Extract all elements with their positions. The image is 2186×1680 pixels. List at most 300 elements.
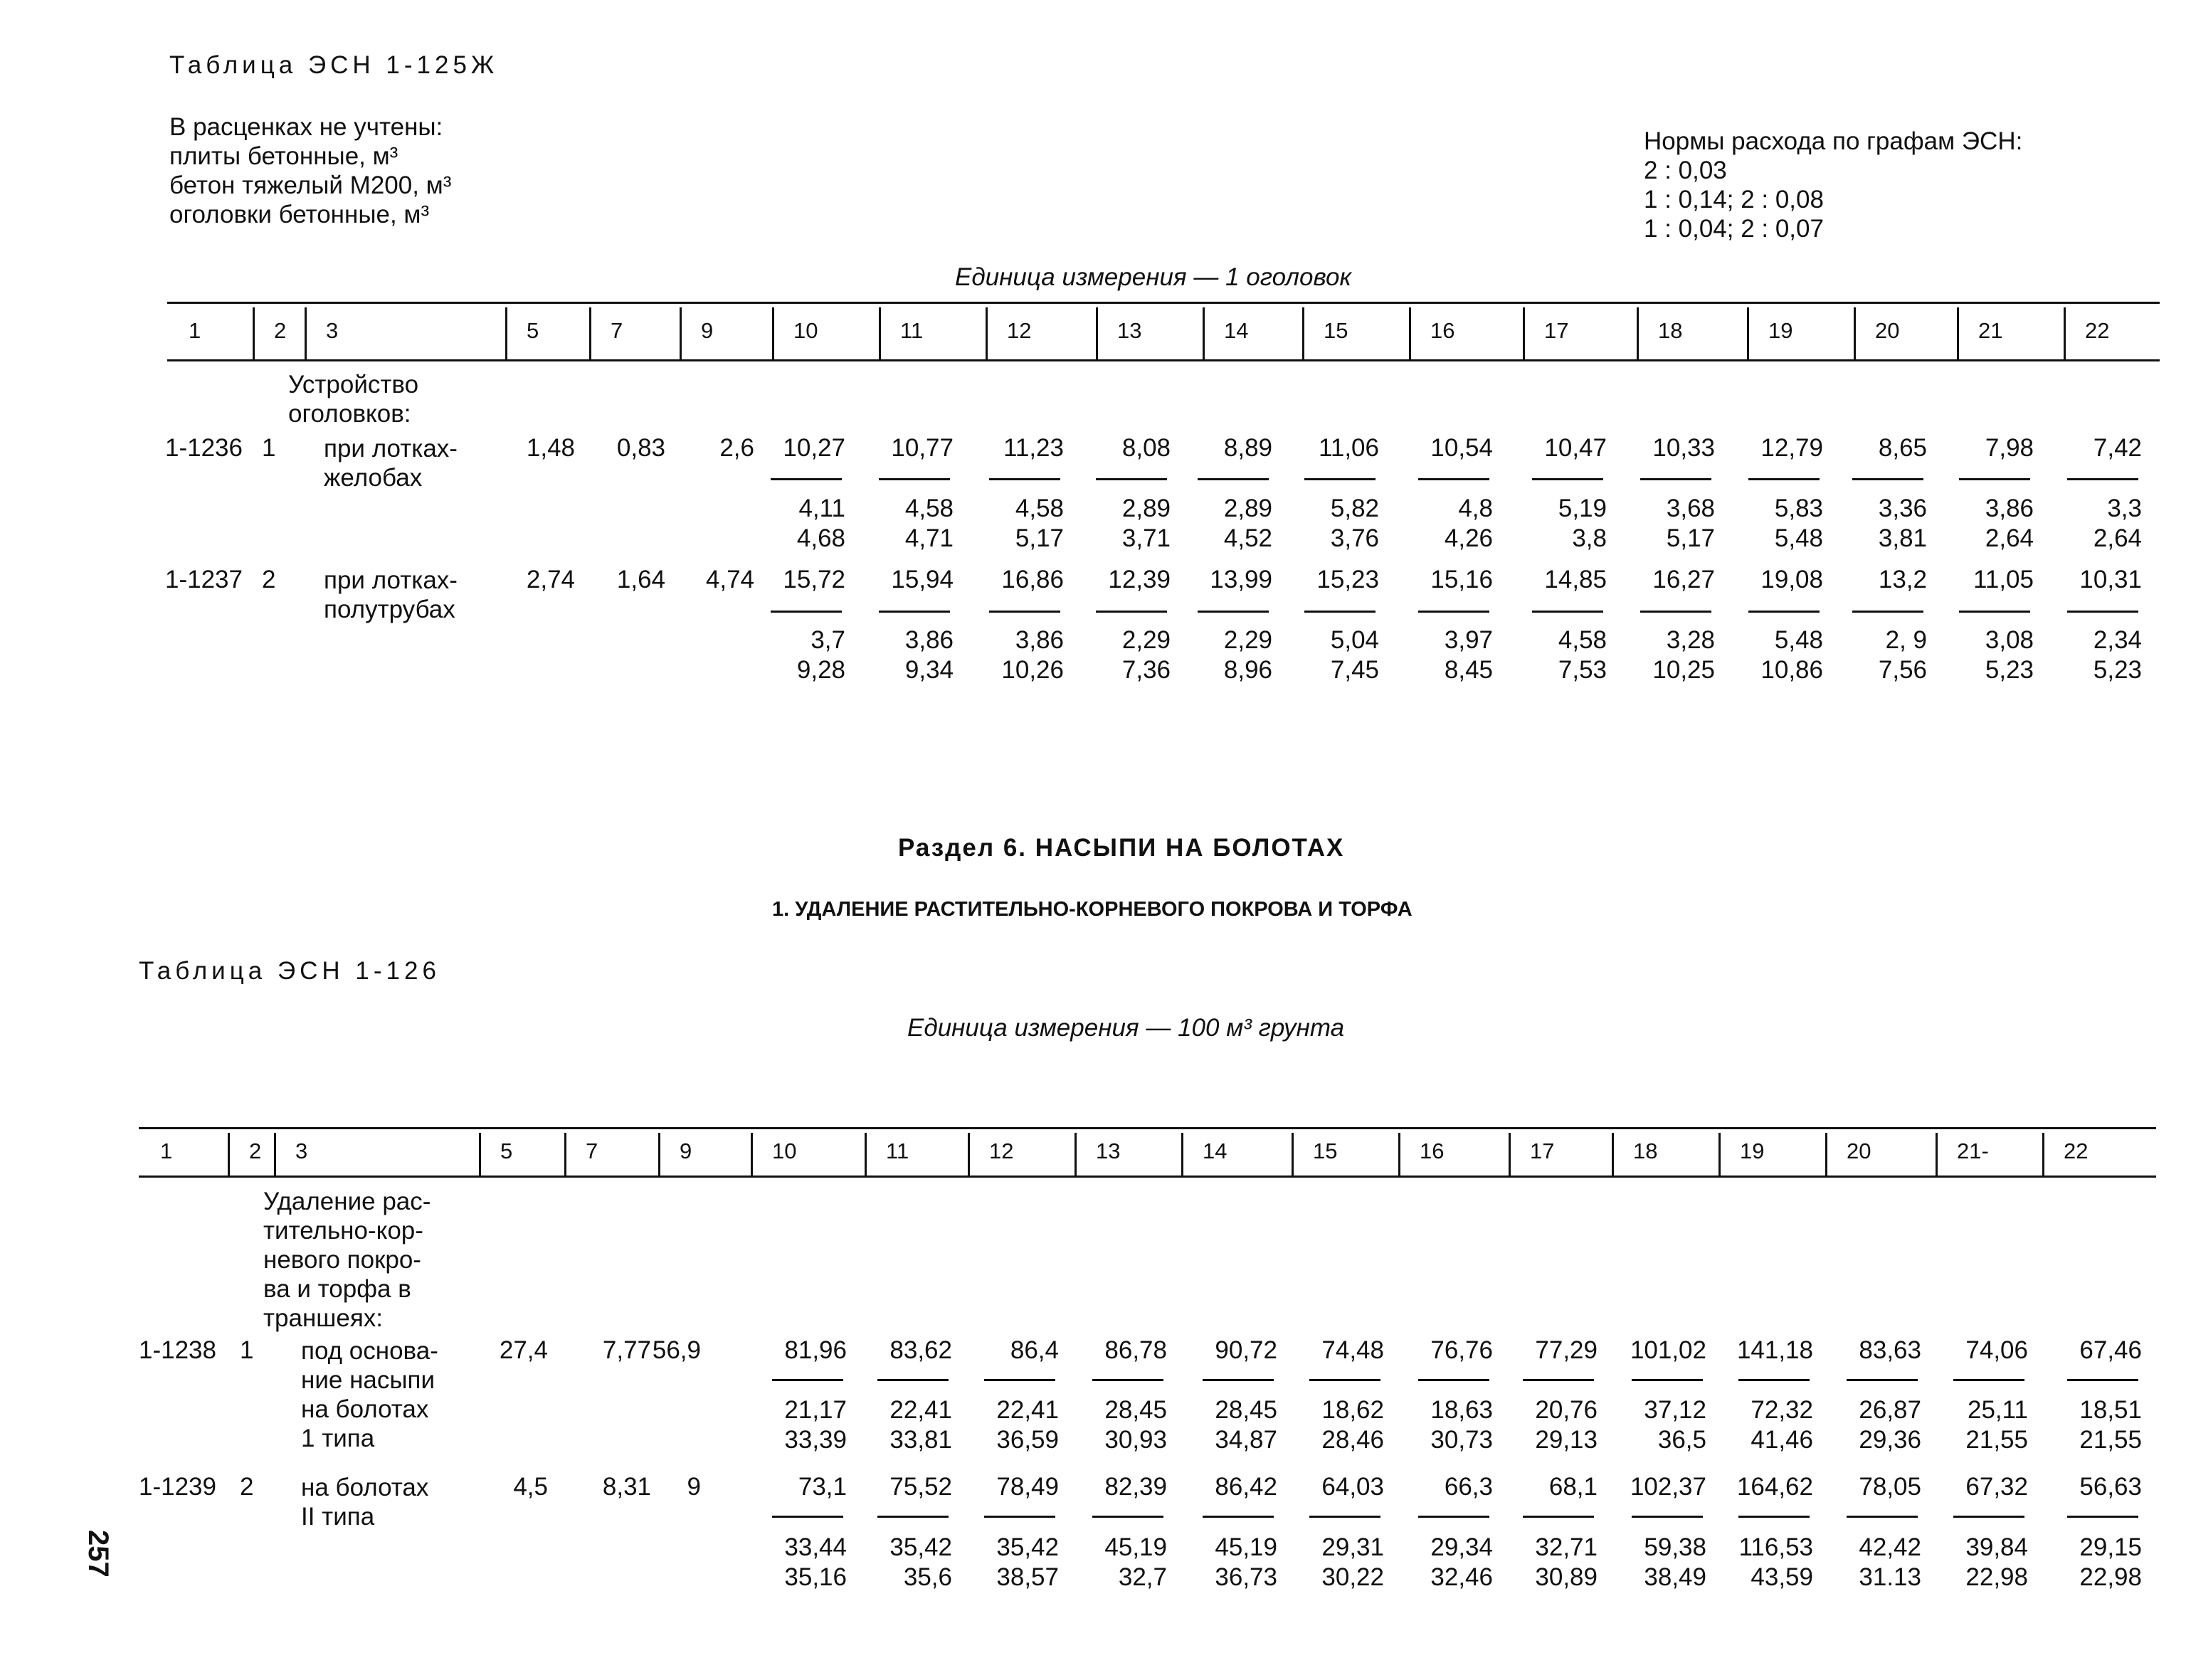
cell-value: 11,23 bbox=[1003, 434, 1064, 462]
header-cell: 11 bbox=[900, 317, 924, 343]
cell-subvalue: 31.13 bbox=[1859, 1563, 1921, 1591]
cell-subvalue: 3,7 bbox=[810, 626, 845, 654]
cell-subvalue: 32,71 bbox=[1535, 1533, 1598, 1561]
cell-subvalue: 28,46 bbox=[1321, 1426, 1384, 1454]
header-cell: 13 bbox=[1096, 1139, 1121, 1163]
cell-value: 16,27 bbox=[1652, 566, 1715, 593]
row-code: 1-1239 bbox=[139, 1473, 216, 1501]
cell-subvalue: 2,89 bbox=[1223, 495, 1272, 522]
cell-subvalue: 21,17 bbox=[784, 1396, 847, 1424]
section-subtitle: 1. УДАЛЕНИЕ РАСТИТЕЛЬНО-КОРНЕВОГО ПОКРОВА И ТОРФА bbox=[772, 898, 1413, 921]
cell-subvalue: 43,59 bbox=[1751, 1563, 1813, 1591]
cell-value: 11,06 bbox=[1319, 434, 1379, 462]
header-cell: 3 bbox=[295, 1139, 308, 1163]
cell-subvalue: 22,41 bbox=[996, 1396, 1059, 1424]
cell-value: 16,86 bbox=[1001, 566, 1064, 593]
header-cell: 9 bbox=[701, 317, 714, 343]
fraction-line bbox=[1096, 478, 1167, 480]
header-cell: 3 bbox=[326, 317, 339, 343]
table2-title: Таблица ЭСН 1-126 bbox=[139, 957, 440, 985]
fraction-line bbox=[1198, 478, 1269, 480]
cell-subvalue: 39,84 bbox=[1965, 1533, 2028, 1561]
fraction-line bbox=[1632, 1379, 1703, 1381]
cell-value: 7,98 bbox=[1985, 434, 2034, 462]
cell-subvalue: 30,93 bbox=[1104, 1426, 1167, 1454]
cell-subvalue: 36,73 bbox=[1215, 1563, 1277, 1591]
cell-subvalue: 4,58 bbox=[904, 495, 954, 522]
row-number: 1 bbox=[240, 1336, 254, 1364]
header-cell: 7 bbox=[611, 317, 623, 343]
cell-subvalue: 42,42 bbox=[1859, 1533, 1921, 1561]
cell-c5: 2,74 bbox=[526, 566, 575, 593]
group-label-line: Удаление рас- bbox=[263, 1188, 431, 1215]
cell-value: 14,85 bbox=[1544, 566, 1607, 593]
cell-subvalue: 3,3 bbox=[2107, 495, 2142, 522]
cell-value: 12,79 bbox=[1760, 434, 1823, 462]
cell-value: 10,33 bbox=[1652, 434, 1715, 462]
table2-unit: Единица измерения — 100 м³ грунта bbox=[907, 1014, 1345, 1042]
cell-subvalue: 22,98 bbox=[2079, 1563, 2142, 1591]
cell-value: 68,1 bbox=[1548, 1473, 1598, 1501]
header-cell: 14 bbox=[1224, 317, 1249, 343]
cell-subvalue: 18,51 bbox=[2079, 1396, 2142, 1424]
header-cell: 16 bbox=[1430, 317, 1455, 343]
cell-subvalue: 3,68 bbox=[1666, 495, 1715, 522]
cell-subvalue: 3,81 bbox=[1878, 524, 1927, 552]
header-cell: 15 bbox=[1313, 1139, 1338, 1163]
cell-subvalue: 18,62 bbox=[1321, 1396, 1384, 1424]
cell-value: 82,39 bbox=[1104, 1473, 1167, 1501]
not-included-item: оголовки бетонные, м³ bbox=[169, 201, 430, 228]
cell-value: 73,1 bbox=[798, 1473, 847, 1501]
description-line: II типа bbox=[301, 1503, 375, 1531]
fraction-line bbox=[1203, 1516, 1274, 1518]
cell-subvalue: 29,31 bbox=[1321, 1533, 1384, 1561]
cell-subvalue: 5,48 bbox=[1774, 524, 1823, 552]
cell-c7: 1,64 bbox=[616, 566, 665, 593]
row-description bbox=[301, 1336, 438, 1453]
group-label-line: оголовков: bbox=[288, 400, 411, 428]
cell-value: 76,76 bbox=[1430, 1336, 1493, 1364]
cell-value: 67,46 bbox=[2079, 1336, 2142, 1364]
fraction-line bbox=[1959, 478, 2030, 480]
table1-group-label bbox=[288, 370, 418, 428]
fraction-line bbox=[984, 1516, 1055, 1518]
header-cell: 9 bbox=[680, 1139, 692, 1163]
header-cell: 5 bbox=[500, 1139, 513, 1163]
fraction-line bbox=[1748, 611, 1820, 613]
not-included-item: плиты бетонные, м³ bbox=[169, 142, 398, 170]
group-label-line: ва и торфа в bbox=[263, 1275, 411, 1303]
cell-subvalue: 3,76 bbox=[1330, 524, 1379, 552]
header-cell: 1 bbox=[189, 317, 201, 343]
fraction-line bbox=[1304, 478, 1376, 480]
cell-subvalue: 9,28 bbox=[796, 656, 845, 684]
cell-value: 83,63 bbox=[1859, 1336, 1921, 1364]
fraction-line bbox=[877, 1379, 949, 1381]
cell-value: 66,3 bbox=[1444, 1473, 1493, 1501]
fraction-line bbox=[1418, 1379, 1489, 1381]
fraction-line bbox=[1640, 611, 1711, 613]
cell-subvalue: 2,64 bbox=[2093, 524, 2142, 552]
fraction-line bbox=[1304, 611, 1376, 613]
cell-value: 102,37 bbox=[1630, 1473, 1706, 1501]
cell-c5: 4,5 bbox=[513, 1473, 548, 1501]
cell-value: 74,48 bbox=[1321, 1336, 1384, 1364]
norms-line: 2 : 0,03 bbox=[1644, 157, 1727, 184]
cell-value: 90,72 bbox=[1215, 1336, 1277, 1364]
cell-subvalue: 41,46 bbox=[1751, 1426, 1813, 1454]
fraction-line bbox=[1748, 478, 1820, 480]
cell-subvalue: 35,42 bbox=[889, 1533, 952, 1561]
fraction-line bbox=[984, 1379, 1055, 1381]
cell-subvalue: 36,59 bbox=[996, 1426, 1059, 1454]
fraction-line bbox=[1092, 1516, 1163, 1518]
fraction-line bbox=[1852, 611, 1923, 613]
cell-subvalue: 8,45 bbox=[1444, 656, 1493, 684]
header-cell: 18 bbox=[1633, 1139, 1658, 1163]
fraction-line bbox=[1309, 1516, 1380, 1518]
cell-subvalue: 5,48 bbox=[1774, 626, 1823, 654]
cell-subvalue: 33,44 bbox=[784, 1533, 847, 1561]
description-line: под основа- bbox=[301, 1337, 438, 1365]
fraction-line bbox=[771, 478, 842, 480]
cell-subvalue: 10,86 bbox=[1760, 656, 1823, 684]
row-code: 1-1237 bbox=[165, 566, 243, 593]
cell-value: 77,29 bbox=[1535, 1336, 1598, 1364]
cell-subvalue: 4,58 bbox=[1558, 626, 1607, 654]
cell-subvalue: 9,34 bbox=[904, 656, 954, 684]
fraction-line bbox=[1738, 1379, 1810, 1381]
cell-c9: 9 bbox=[687, 1473, 701, 1501]
fraction-line bbox=[1418, 1516, 1489, 1518]
description-line: полутрубах bbox=[324, 596, 455, 623]
cell-subvalue: 35,16 bbox=[784, 1563, 847, 1591]
cell-subvalue: 25,11 bbox=[1968, 1396, 2028, 1424]
cell-subvalue: 36,5 bbox=[1657, 1426, 1706, 1454]
cell-subvalue: 3,8 bbox=[1572, 524, 1607, 552]
fraction-line bbox=[1532, 478, 1603, 480]
cell-c9: 56,9 bbox=[652, 1336, 701, 1364]
cell-subvalue: 8,96 bbox=[1223, 656, 1272, 684]
fraction-line bbox=[772, 1516, 843, 1518]
header-cell: 14 bbox=[1203, 1139, 1227, 1163]
header-cell: 17 bbox=[1544, 317, 1569, 343]
cell-subvalue: 33,81 bbox=[889, 1426, 952, 1454]
cell-subvalue: 29,15 bbox=[2079, 1533, 2142, 1561]
cell-subvalue: 3,08 bbox=[1985, 626, 2034, 654]
fraction-line bbox=[1959, 611, 2030, 613]
header-cell: 17 bbox=[1530, 1139, 1555, 1163]
header-cell: 7 bbox=[586, 1139, 598, 1163]
cell-subvalue: 3,86 bbox=[1985, 495, 2034, 522]
header-cell: 13 bbox=[1117, 317, 1142, 343]
cell-subvalue: 45,19 bbox=[1104, 1533, 1167, 1561]
cell-subvalue: 3,28 bbox=[1666, 626, 1715, 654]
fraction-line bbox=[2067, 1516, 2138, 1518]
fraction-line bbox=[1738, 1516, 1810, 1518]
fraction-line bbox=[989, 478, 1060, 480]
table2-header-top-rule bbox=[139, 1127, 2156, 1129]
cell-subvalue: 2,34 bbox=[2093, 626, 2142, 654]
page-number: 257 bbox=[83, 1530, 114, 1578]
cell-value: 56,63 bbox=[2079, 1473, 2142, 1501]
cell-value: 15,94 bbox=[891, 566, 954, 593]
fraction-line bbox=[771, 611, 842, 613]
cell-c7: 0,83 bbox=[616, 434, 665, 462]
header-cell: 15 bbox=[1324, 317, 1348, 343]
cell-value: 12,39 bbox=[1108, 566, 1171, 593]
cell-subvalue: 29,34 bbox=[1430, 1533, 1493, 1561]
cell-subvalue: 4,68 bbox=[796, 524, 845, 552]
fraction-line bbox=[1096, 611, 1167, 613]
cell-subvalue: 21,55 bbox=[2079, 1426, 2142, 1454]
cell-subvalue: 4,8 bbox=[1458, 495, 1493, 522]
cell-subvalue: 37,12 bbox=[1644, 1396, 1706, 1424]
table1-header-bottom-rule bbox=[167, 359, 2160, 361]
description-line: при лотках- bbox=[324, 435, 458, 463]
header-cell: 22 bbox=[2085, 317, 2110, 343]
cell-subvalue: 35,42 bbox=[996, 1533, 1059, 1561]
cell-value: 19,08 bbox=[1760, 566, 1823, 593]
cell-subvalue: 2,29 bbox=[1223, 626, 1272, 654]
section-title-text: Раздел 6. НАСЫПИ НА БОЛОТАХ bbox=[898, 834, 1345, 862]
description-line: ние насыпи bbox=[301, 1366, 435, 1394]
table2-group-label bbox=[263, 1187, 431, 1333]
cell-subvalue: 45,19 bbox=[1215, 1533, 1277, 1561]
cell-subvalue: 20,76 bbox=[1535, 1396, 1598, 1424]
cell-subvalue: 32,7 bbox=[1118, 1563, 1167, 1591]
cell-subvalue: 5,17 bbox=[1015, 524, 1064, 552]
cell-subvalue: 7,36 bbox=[1121, 656, 1171, 684]
cell-value: 81,96 bbox=[784, 1336, 847, 1364]
fraction-line bbox=[2067, 1379, 2138, 1381]
header-cell: 20 bbox=[1875, 317, 1900, 343]
table1-header-top-rule bbox=[167, 302, 2160, 304]
cell-value: 15,16 bbox=[1430, 566, 1493, 593]
row-code: 1-1238 bbox=[139, 1336, 216, 1364]
fraction-line bbox=[1532, 611, 1603, 613]
cell-subvalue: 3,86 bbox=[904, 626, 954, 654]
cell-subvalue: 33,39 bbox=[784, 1426, 847, 1454]
cell-subvalue: 21,55 bbox=[1965, 1426, 2028, 1454]
cell-value: 8,89 bbox=[1223, 434, 1272, 462]
cell-subvalue: 4,26 bbox=[1444, 524, 1493, 552]
fraction-line bbox=[877, 1516, 949, 1518]
cell-value: 15,72 bbox=[783, 566, 845, 593]
cell-value: 74,06 bbox=[1965, 1336, 2028, 1364]
cell-subvalue: 3,71 bbox=[1121, 524, 1171, 552]
group-label-line: невого покро- bbox=[263, 1246, 421, 1274]
cell-subvalue: 116,53 bbox=[1738, 1533, 1813, 1561]
cell-subvalue: 2,89 bbox=[1121, 495, 1171, 522]
fraction-line bbox=[1640, 478, 1711, 480]
cell-value: 15,23 bbox=[1316, 566, 1379, 593]
header-cell: 21- bbox=[1957, 1139, 1989, 1163]
table1-norms bbox=[1644, 127, 2022, 243]
cell-subvalue: 38,57 bbox=[996, 1563, 1059, 1591]
row-code: 1-1236 bbox=[165, 434, 243, 462]
cell-value: 164,62 bbox=[1736, 1473, 1813, 1501]
cell-value: 10,77 bbox=[891, 434, 954, 462]
cell-subvalue: 30,73 bbox=[1430, 1426, 1493, 1454]
table2-header-bottom-rule bbox=[139, 1176, 2156, 1178]
cell-subvalue: 5,23 bbox=[2093, 656, 2142, 684]
group-label-line: Устройство bbox=[288, 371, 419, 398]
fraction-line bbox=[1953, 1516, 2024, 1518]
cell-subvalue: 29,36 bbox=[1859, 1426, 1921, 1454]
fraction-line bbox=[1309, 1379, 1380, 1381]
fraction-line bbox=[1418, 478, 1489, 480]
cell-subvalue: 5,19 bbox=[1558, 495, 1607, 522]
fraction-line bbox=[1418, 611, 1489, 613]
not-included-title: В расценках не учтены: bbox=[169, 113, 443, 141]
row-description bbox=[324, 566, 458, 624]
cell-value: 13,99 bbox=[1210, 566, 1272, 593]
cell-c5: 1,48 bbox=[526, 434, 575, 462]
header-cell: 12 bbox=[989, 1139, 1014, 1163]
fraction-line bbox=[879, 611, 950, 613]
cell-subvalue: 4,71 bbox=[904, 524, 954, 552]
cell-subvalue: 29,13 bbox=[1535, 1426, 1598, 1454]
cell-value: 10,27 bbox=[783, 434, 845, 462]
cell-subvalue: 3,86 bbox=[1015, 626, 1064, 654]
cell-c9: 2,6 bbox=[719, 434, 754, 462]
row-number: 1 bbox=[262, 434, 276, 462]
cell-subvalue: 7,53 bbox=[1558, 656, 1607, 684]
cell-subvalue: 72,32 bbox=[1751, 1396, 1813, 1424]
cell-value: 13,2 bbox=[1878, 566, 1927, 593]
cell-subvalue: 30,22 bbox=[1321, 1563, 1384, 1591]
header-cell: 16 bbox=[1420, 1139, 1445, 1163]
fraction-line bbox=[879, 478, 950, 480]
header-cell: 11 bbox=[886, 1139, 909, 1163]
cell-c5: 27,4 bbox=[499, 1336, 548, 1364]
cell-subvalue: 4,58 bbox=[1015, 495, 1064, 522]
norms-line: 1 : 0,14; 2 : 0,08 bbox=[1644, 186, 1824, 213]
cell-subvalue: 7,56 bbox=[1878, 656, 1927, 684]
fraction-line bbox=[1523, 1379, 1594, 1381]
description-line: на болотах bbox=[301, 1474, 429, 1501]
cell-subvalue: 28,45 bbox=[1104, 1396, 1167, 1424]
description-line: на болотах bbox=[301, 1395, 429, 1423]
cell-c7: 7,77 bbox=[602, 1336, 651, 1364]
fraction-line bbox=[1092, 1379, 1163, 1381]
cell-value: 64,03 bbox=[1321, 1473, 1384, 1501]
cell-subvalue: 10,26 bbox=[1001, 656, 1064, 684]
fraction-line bbox=[1198, 611, 1269, 613]
description-line: желобах bbox=[324, 464, 423, 492]
cell-subvalue: 38,49 bbox=[1644, 1563, 1706, 1591]
group-label-line: тительно-кор- bbox=[263, 1217, 423, 1245]
description-line: при лотках- bbox=[324, 566, 458, 594]
cell-subvalue: 5,17 bbox=[1666, 524, 1715, 552]
cell-subvalue: 22,98 bbox=[1965, 1563, 2028, 1591]
cell-value: 86,78 bbox=[1104, 1336, 1167, 1364]
header-cell: 10 bbox=[793, 317, 818, 343]
cell-subvalue: 5,83 bbox=[1774, 495, 1823, 522]
header-cell: 12 bbox=[1007, 317, 1032, 343]
cell-value: 86,4 bbox=[1010, 1336, 1059, 1364]
header-cell: 19 bbox=[1740, 1139, 1765, 1163]
cell-subvalue: 2, 9 bbox=[1885, 626, 1927, 654]
row-number: 2 bbox=[240, 1473, 254, 1501]
cell-value: 10,54 bbox=[1430, 434, 1493, 462]
fraction-line bbox=[1953, 1379, 2024, 1381]
cell-subvalue: 35,6 bbox=[903, 1563, 952, 1591]
fraction-line bbox=[1847, 1379, 1918, 1381]
not-included-item: бетон тяжелый М200, м³ bbox=[169, 171, 452, 199]
cell-c9: 4,74 bbox=[705, 566, 754, 593]
cell-subvalue: 5,04 bbox=[1330, 626, 1379, 654]
row-description bbox=[324, 434, 458, 492]
group-label-line: траншеях: bbox=[263, 1304, 384, 1332]
cell-value: 7,42 bbox=[2093, 434, 2142, 462]
cell-value: 86,42 bbox=[1215, 1473, 1277, 1501]
cell-subvalue: 26,87 bbox=[1859, 1396, 1921, 1424]
cell-subvalue: 32,46 bbox=[1430, 1563, 1493, 1591]
description-line: 1 типа bbox=[301, 1425, 375, 1452]
cell-value: 83,62 bbox=[889, 1336, 952, 1364]
cell-subvalue: 3,36 bbox=[1878, 495, 1927, 522]
cell-value: 101,02 bbox=[1630, 1336, 1706, 1364]
header-cell: 19 bbox=[1768, 317, 1793, 343]
fraction-line bbox=[2067, 611, 2138, 613]
cell-value: 78,05 bbox=[1859, 1473, 1921, 1501]
cell-subvalue: 4,11 bbox=[798, 495, 845, 522]
table1-title: Таблица ЭСН 1-125Ж bbox=[169, 51, 499, 79]
cell-subvalue: 7,45 bbox=[1330, 656, 1379, 684]
cell-value: 11,05 bbox=[1973, 566, 2034, 593]
fraction-line bbox=[772, 1379, 843, 1381]
fraction-line bbox=[1852, 478, 1923, 480]
cell-subvalue: 2,64 bbox=[1985, 524, 2034, 552]
cell-subvalue: 22,41 bbox=[889, 1396, 952, 1424]
fraction-line bbox=[1523, 1516, 1594, 1518]
header-cell: 1 bbox=[160, 1139, 173, 1163]
row-description bbox=[301, 1473, 428, 1531]
cell-subvalue: 59,38 bbox=[1644, 1533, 1706, 1561]
header-cell: 22 bbox=[2064, 1139, 2089, 1163]
cell-c7: 8,31 bbox=[602, 1473, 651, 1501]
fraction-line bbox=[1203, 1379, 1274, 1381]
header-cell: 5 bbox=[527, 317, 539, 343]
cell-subvalue: 3,97 bbox=[1444, 626, 1493, 654]
fraction-line bbox=[1632, 1516, 1703, 1518]
cell-value: 78,49 bbox=[996, 1473, 1059, 1501]
cell-value: 75,52 bbox=[889, 1473, 952, 1501]
header-cell: 20 bbox=[1847, 1139, 1871, 1163]
cell-value: 67,32 bbox=[1965, 1473, 2028, 1501]
cell-subvalue: 28,45 bbox=[1215, 1396, 1277, 1424]
norms-line: 1 : 0,04; 2 : 0,07 bbox=[1644, 215, 1824, 243]
cell-subvalue: 2,29 bbox=[1121, 626, 1171, 654]
cell-subvalue: 18,63 bbox=[1430, 1396, 1493, 1424]
norms-title: Нормы расхода по графам ЭСН: bbox=[1644, 127, 2023, 155]
cell-subvalue: 4,52 bbox=[1223, 524, 1272, 552]
cell-value: 10,47 bbox=[1544, 434, 1607, 462]
cell-value: 10,31 bbox=[2079, 566, 2142, 593]
cell-subvalue: 5,23 bbox=[1985, 656, 2034, 684]
table1-not-included bbox=[169, 112, 451, 229]
header-cell: 18 bbox=[1658, 317, 1683, 343]
fraction-line bbox=[989, 611, 1060, 613]
cell-value: 8,65 bbox=[1878, 434, 1927, 462]
cell-subvalue: 5,82 bbox=[1330, 495, 1379, 522]
section-title bbox=[898, 834, 1344, 862]
cell-value: 141,18 bbox=[1736, 1336, 1813, 1364]
cell-subvalue: 34,87 bbox=[1215, 1426, 1277, 1454]
